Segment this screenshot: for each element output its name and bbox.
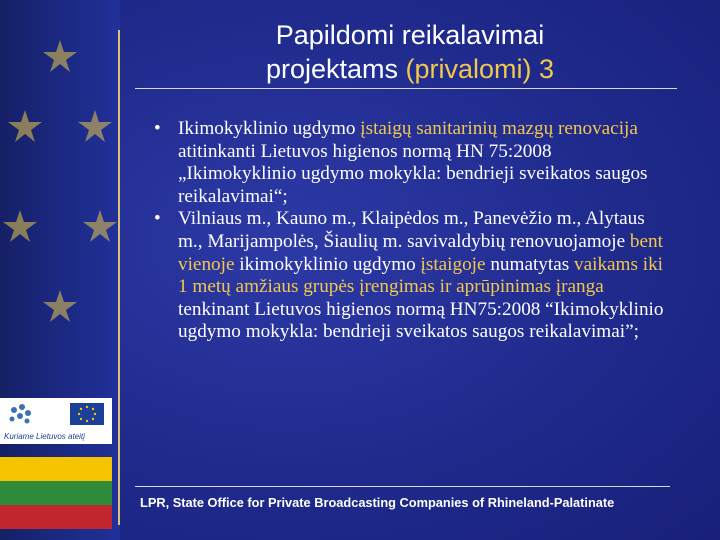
title-line-1: Papildomi reikalavimai bbox=[275, 20, 545, 50]
slide-title bbox=[140, 18, 680, 86]
bullet-text: tenkinant Lietuvos higienos normą HN75:2008 “Ikimokyklinio ugdymo mokykla: bendrieji sveikatos saugos reikalavimai”; bbox=[178, 298, 664, 343]
eu-stars-decoration bbox=[0, 0, 120, 380]
footer-text: LPR, State Office for Private Broadcasting Companies of Rhineland-Palatinate bbox=[140, 495, 615, 510]
title-line-2-prefix: projektams bbox=[265, 54, 406, 84]
eu-logo-graphic bbox=[0, 398, 112, 444]
bullet-text-highlight: įstaigų sanitarinių mazgų renovacija bbox=[360, 118, 638, 139]
vertical-divider bbox=[118, 30, 120, 525]
bullet-text-highlight: įstaigoje bbox=[420, 253, 486, 275]
bullet-marker: • bbox=[154, 208, 161, 230]
flag-stripe-yellow bbox=[0, 457, 112, 481]
footer-rule bbox=[135, 486, 670, 487]
bullet-text: Ikimokyklinio ugdymo bbox=[178, 118, 361, 139]
eu-logo-caption: Kuriame Lietuvos ateitį bbox=[4, 432, 85, 441]
bullet-text: ikimokyklinio ugdymo bbox=[234, 253, 421, 275]
bullet-text-highlight: vaikams iki 1 metų amžiaus grupės įrengimas ir aprūpinimas įranga bbox=[178, 253, 663, 298]
bullet-marker: • bbox=[154, 118, 161, 139]
eu-funds-logo bbox=[0, 398, 112, 444]
title-rule bbox=[135, 88, 677, 89]
flag-stripe-green bbox=[0, 481, 112, 505]
bullet-text: numatytas bbox=[485, 253, 574, 275]
bullet-text: Vilniaus m., Kauno m., Klaipėdos m., Panevėžio m., Alytaus m., Marijampolės, Šiaulių m. savivaldybių renovuojamoje bbox=[178, 208, 645, 252]
flag-stripe-red bbox=[0, 505, 112, 529]
title-line-2 bbox=[140, 52, 680, 86]
bullet-text-highlight: bent vienoje bbox=[178, 230, 663, 275]
bullet-item-1 bbox=[148, 118, 668, 208]
bullet-list bbox=[148, 118, 668, 344]
title-line-2-highlight: (privalomi) 3 bbox=[405, 54, 555, 84]
bullet-text: atitinkanti Lietuvos higienos normą HN 75:2008 „Ikimokyklinio ugdymo mokykla: bendrieji sveikatos saugos reikalavimai“; bbox=[178, 140, 648, 207]
lithuania-flag bbox=[0, 457, 112, 529]
bullet-item-2 bbox=[148, 208, 668, 344]
